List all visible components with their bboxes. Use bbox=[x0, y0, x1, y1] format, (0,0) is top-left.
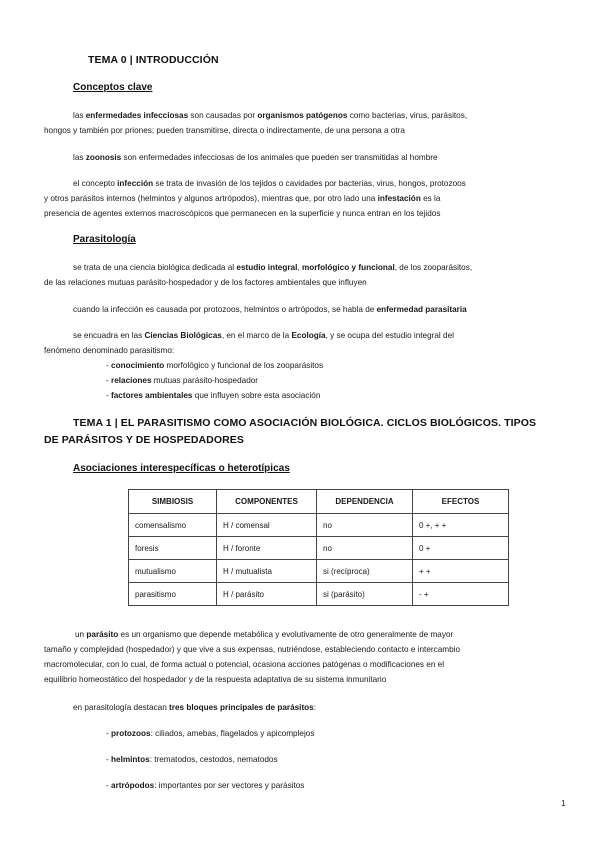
table-row bbox=[129, 583, 509, 606]
table-cell: - + bbox=[413, 583, 509, 606]
zoonosis-paragraph: las zoonosis son enfermedades infecciosas de los animales que pueden ser transmitidas al hombre bbox=[73, 153, 438, 162]
table-cell: mutualismo bbox=[129, 560, 217, 583]
enfermedades-infecciosas-line1: las enfermedades infecciosas son causadas por organismos patógenos como bacterias, virus, parásitos, bbox=[73, 111, 468, 120]
ciencias-biologicas-line2: fenómeno denominado parasitismo: bbox=[44, 346, 175, 355]
bullet-item: - factores ambientales que influyen sobre esta asociación bbox=[106, 391, 321, 400]
bullet-item: - relaciones mutuas parásito-hospedador bbox=[106, 376, 259, 385]
table-cell: si (recíproca) bbox=[317, 560, 413, 583]
table-header: SIMBIOSIS bbox=[129, 490, 217, 514]
enfermedades-infecciosas-line2: hongos y también por priones; pueden transmitirse, directa o indirectamente, de una persona a otra bbox=[44, 126, 405, 135]
table-cell: parasitismo bbox=[129, 583, 217, 606]
page-number: 1 bbox=[561, 799, 566, 808]
table-cell: comensalismo bbox=[129, 514, 217, 537]
asociaciones-heading: Asociaciones interespecíficas o heterotípicas bbox=[73, 463, 290, 474]
table-cell: no bbox=[317, 514, 413, 537]
table-cell: si (parásito) bbox=[317, 583, 413, 606]
tema1-title-line1: TEMA 1 | EL PARASITISMO COMO ASOCIACIÓN BIOLÓGICA. CICLOS BIOLÓGICOS. TIPOS bbox=[73, 417, 537, 429]
table-header: COMPONENTES bbox=[217, 490, 317, 514]
tres-bloques-paragraph: en parasitología destacan tres bloques principales de parásitos: bbox=[73, 703, 317, 712]
bloque-item: - helmintos: trematodos, cestodos, nematodos bbox=[106, 755, 278, 764]
table-cell: 0 + bbox=[413, 537, 509, 560]
tema1-title-line2: DE PARÁSITOS Y DE HOSPEDADORES bbox=[44, 434, 245, 446]
enfermedad-parasitaria-paragraph: cuando la infección es causada por protozoos, helmintos o artrópodos, se habla de enfermedad parasitaria bbox=[73, 305, 467, 314]
tema0-title: TEMA 0 | INTRODUCCIÓN bbox=[88, 54, 219, 66]
infeccion-line1: el concepto infección se trata de invasión de los tejidos o cavidades por bacterias, virus, hongos, protozoos bbox=[73, 179, 466, 188]
table-cell: H / mutualista bbox=[217, 560, 317, 583]
table-header-row bbox=[129, 490, 509, 514]
table-cell: 0 +, + + bbox=[413, 514, 509, 537]
table-cell: no bbox=[317, 537, 413, 560]
table-header: EFECTOS bbox=[413, 490, 509, 514]
parasito-def-line4: equilibrio homeostático del hospedador y de la respuesta adaptativa de su sistema inmunitario bbox=[44, 675, 387, 684]
ciencias-biologicas-line1: se encuadra en las Ciencias Biológicas, en el marco de la Ecología, y se ocupa del estudio integral del bbox=[73, 331, 454, 340]
parasitologia-def-line2: de las relaciones mutuas parásito-hospedador y de los factores ambientales que influyen bbox=[44, 278, 367, 287]
parasito-def-line3: macromolecular, con lo cual, de forma actual o potencial, ocasiona acciones patógenas o modificaciones en el bbox=[44, 660, 445, 669]
table-cell: H / parásito bbox=[217, 583, 317, 606]
parasitologia-def-line1: se trata de una ciencia biológica dedicada al estudio integral, morfológico y funcional, de los zooparásitos, bbox=[73, 263, 473, 272]
table-cell: H / comensal bbox=[217, 514, 317, 537]
simbiosis-table bbox=[128, 489, 509, 606]
bloque-item: - protozoos: ciliados, amebas, flagelados y apicomplejos bbox=[106, 729, 315, 738]
bloque-item: - artrópodos: importantes por ser vectores y parásitos bbox=[106, 781, 305, 790]
parasito-def-line1: un parásito es un organismo que depende metabólica y evolutivamente de otro generalmente de mayor bbox=[75, 630, 454, 639]
table-cell: H / foronte bbox=[217, 537, 317, 560]
table-header: DEPENDENCIA bbox=[317, 490, 413, 514]
table-row bbox=[129, 514, 509, 537]
parasitologia-heading: Parasitología bbox=[73, 234, 136, 245]
conceptos-clave-heading: Conceptos clave bbox=[73, 82, 153, 93]
infeccion-line2: y otros parásitos internos (helmintos y algunos artrópodos), mientras que, por otro lado una infestación es la bbox=[44, 194, 441, 203]
table-row bbox=[129, 560, 509, 583]
table-row bbox=[129, 537, 509, 560]
table-cell: foresis bbox=[129, 537, 217, 560]
parasito-def-line2: tamaño y complejidad (hospedador) y que vive a sus expensas, nutriéndose, estableciendo contacto e intercambio bbox=[44, 645, 460, 654]
table-cell: + + bbox=[413, 560, 509, 583]
bullet-item: - conocimiento morfológico y funcional de los zooparásitos bbox=[106, 361, 324, 370]
infeccion-line3: presencia de agentes externos macroscópicos que permanecen en la superficie y nunca entran en los tejidos bbox=[44, 209, 441, 218]
